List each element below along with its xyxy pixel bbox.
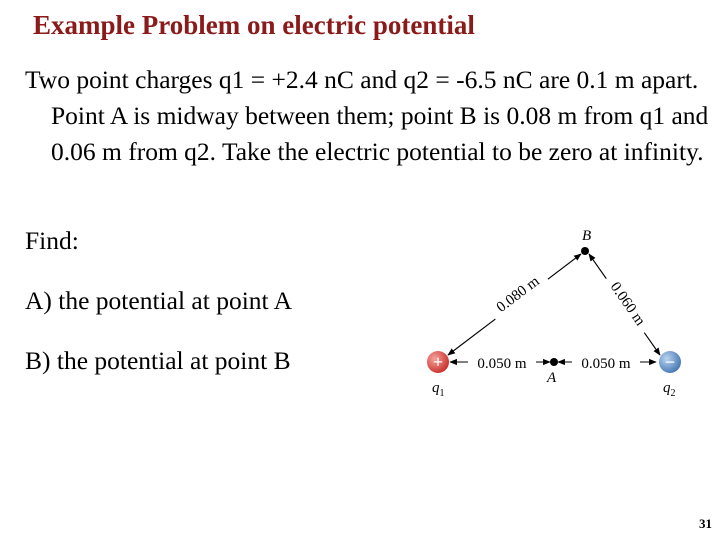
q1-label: $q_1$	[432, 380, 445, 399]
question-part-b: B) the potential at point B	[25, 346, 291, 375]
page-number: 31	[699, 516, 712, 531]
distance-q1-a-label: 0.050 m	[477, 356, 527, 372]
slide-title: Example Problem on electric potential	[33, 10, 475, 40]
question-part-a: A) the potential at point A	[25, 286, 292, 315]
distance-q2-b-label: 0.060 m	[606, 279, 649, 329]
point-a-label: A	[547, 370, 557, 386]
q2-label: $q_2$	[663, 380, 676, 399]
distance-q1-b-label: 0.080 m	[493, 273, 543, 316]
q1-sign: +	[432, 352, 444, 372]
point-a-dot	[550, 358, 558, 366]
distance-a-q2-label: 0.050 m	[581, 356, 631, 372]
point-b-dot	[581, 247, 589, 255]
charge-diagram	[400, 222, 700, 400]
problem-statement: Two point charges q1 = +2.4 nC and q2 = -6.5 nC are 0.1 m apart. Point A is midway between them; point B is 0.08 m from q1 and 0.06 m from q2. Take the electric potential to be zero at infinity.	[25, 65, 709, 166]
point-b-label: B	[582, 228, 592, 244]
q2-sign: −	[664, 352, 676, 372]
find-label: Find:	[25, 226, 79, 255]
